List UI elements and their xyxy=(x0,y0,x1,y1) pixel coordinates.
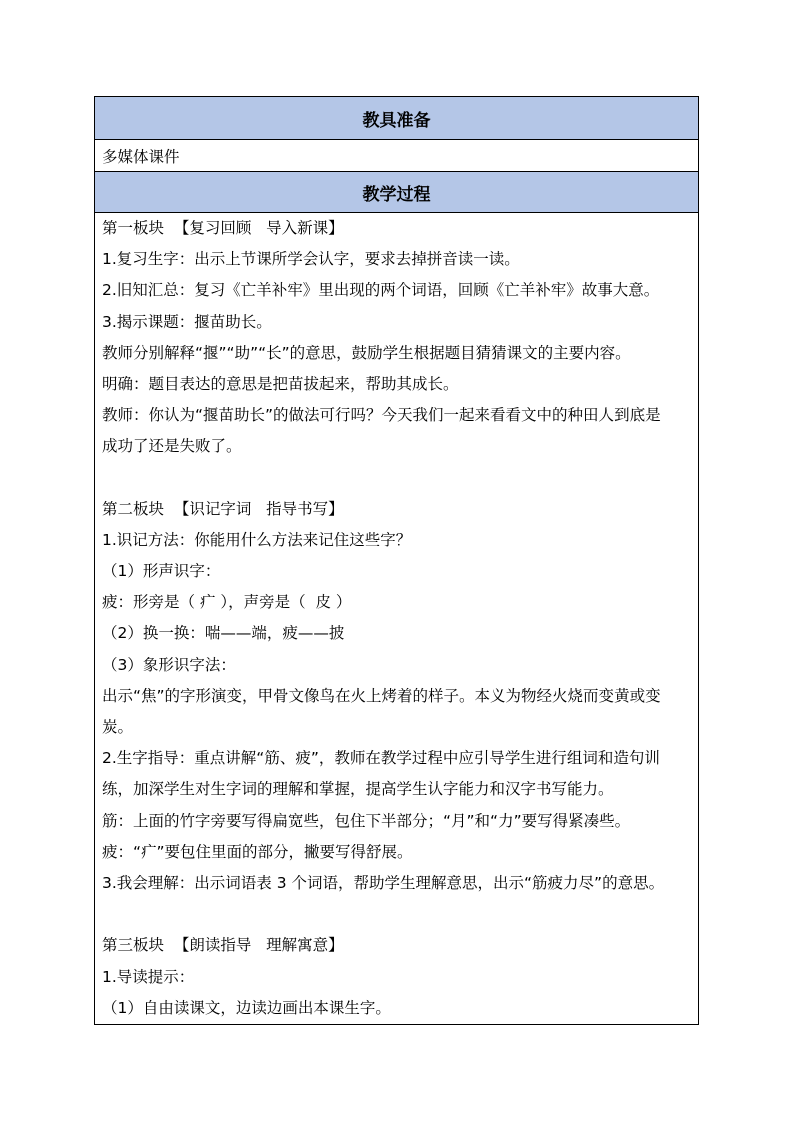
text-line: 第一板块 【复习回顾 导入新课】 xyxy=(102,219,344,237)
equipment-header xyxy=(95,97,698,140)
text-line: （3）象形识字法： xyxy=(102,655,236,674)
text-line: 练，加深学生对生字词的理解和掌握，提高学生认字能力和汉字书写能力。 xyxy=(102,780,614,799)
blank-line xyxy=(102,899,692,930)
text-line: 筋：上面的竹字旁要写得扁宽些，包住下半部分；“月”和“力”要写得紧凑些。 xyxy=(102,811,631,830)
text-line: 疲：形旁是（ 疒 ），声旁是（ 皮 ） xyxy=(102,593,352,612)
text-line: 教师分别解释“揠”“助”“长”的意思，鼓励学生根据题目猜猜课文的主要内容。 xyxy=(102,343,631,362)
equipment-content-cell xyxy=(95,140,698,172)
equipment-header-title: 教具准备 xyxy=(362,110,431,131)
process-header-title: 教学过程 xyxy=(362,184,431,205)
text-line: 疲：“疒”要包住里面的部分，撇要写得舒展。 xyxy=(102,842,413,861)
text-line: 出示“焦”的字形演变，甲骨文像鸟在火上烤着的样子。本义为物经火烧而变黄或变 xyxy=(102,686,661,705)
text-line: 明确：题目表达的意思是把苗拔起来，帮助其成长。 xyxy=(102,374,459,393)
text-line: （1）形声识字： xyxy=(102,562,221,581)
text-line: 2.旧知汇总：复习《亡羊补牢》里出现的两个词语，回顾《亡羊补牢》故事大意。 xyxy=(102,281,660,300)
equipment-content-text: 多媒体课件 xyxy=(102,147,180,166)
text-line: （2）换一换：喘——端，疲——披 xyxy=(102,624,345,643)
text-line: 1.导读提示： xyxy=(102,967,195,986)
text-line: 3.揭示课题：揠苗助长。 xyxy=(102,312,272,331)
text-line: 1.复习生字：出示上节课所学会认字，要求去掉拼音读一读。 xyxy=(102,250,520,269)
text-line: 1.识记方法：你能用什么方法来记住这些字？ xyxy=(102,530,412,549)
text-line: 第二板块 【识记字词 指导书写】 xyxy=(102,499,344,518)
text-line: 2.生字指导：重点讲解“筋、疲”，教师在教学过程中应引导学生进行组词和造句训 xyxy=(102,749,660,768)
text-line: 第三板块 【朗读指导 理解寓意】 xyxy=(102,936,344,955)
blank-line xyxy=(102,463,692,494)
text-line: 成功了还是失败了。 xyxy=(102,437,242,456)
text-line: 炭。 xyxy=(102,718,134,736)
text-line: （1）自由读课文，边读边画出本课生字。 xyxy=(102,998,391,1017)
text-line: 教师：你认为“揠苗助长”的做法可行吗？今天我们一起来看看文中的种田人到底是 xyxy=(102,406,661,425)
text-line: 3.我会理解：出示词语表 3 个词语，帮助学生理解意思，出示“筋疲力尽”的意思。 xyxy=(102,873,665,892)
lesson-plan-table xyxy=(94,96,699,1025)
process-header xyxy=(95,172,698,213)
process-content-cell xyxy=(95,213,698,1024)
